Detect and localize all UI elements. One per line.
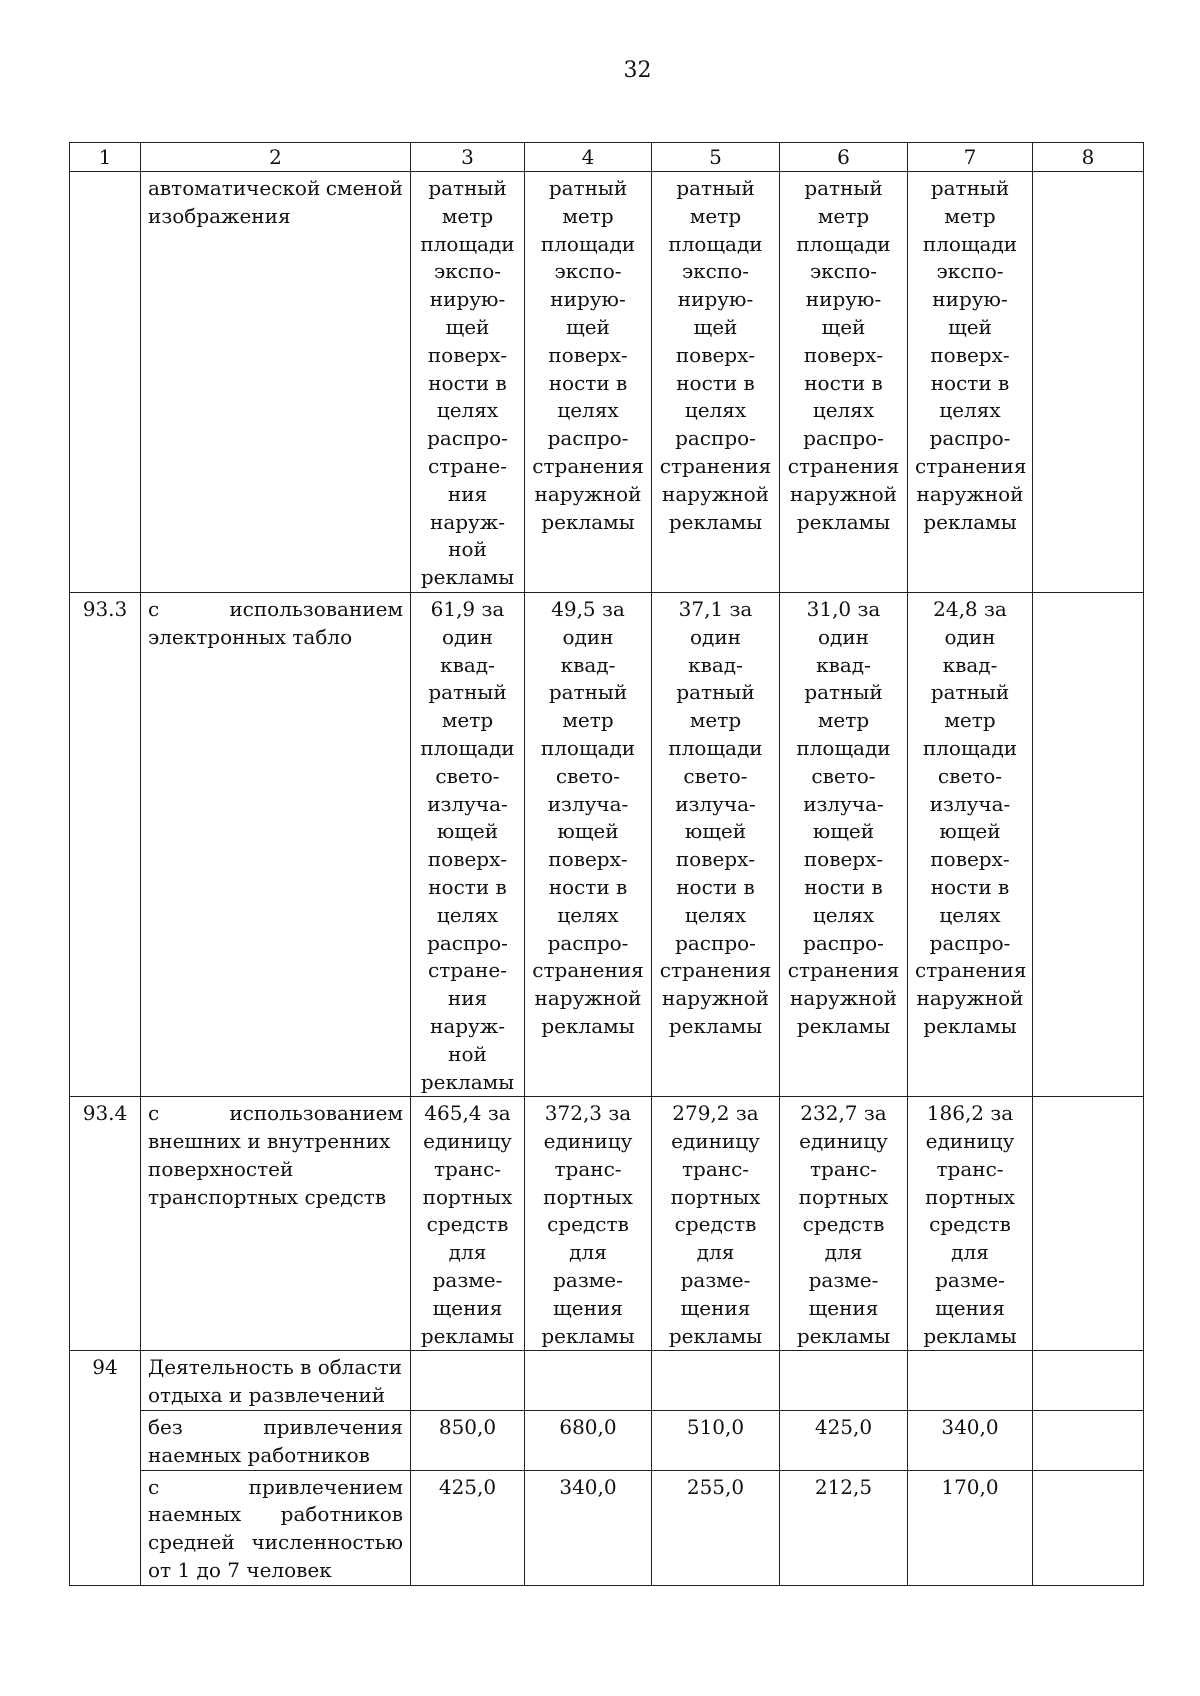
rate-line: квад- <box>688 652 743 677</box>
rate-line: 24,8 за <box>933 596 1007 621</box>
rate-line: странения <box>915 453 1027 478</box>
description-word: работников <box>280 1502 403 1527</box>
rate-line: ности в <box>428 874 507 899</box>
rate-line: единицу <box>543 1129 633 1154</box>
rate-cell <box>908 1411 1033 1471</box>
description-line: Деятельность в области <box>148 1355 403 1380</box>
rate-line: транс- <box>809 1156 878 1181</box>
description-line <box>148 1414 403 1442</box>
description-line <box>148 1474 403 1502</box>
rate-line: наружной <box>534 481 642 506</box>
description-word: использованием <box>229 1101 403 1126</box>
rate-cell <box>780 1351 908 1411</box>
rate-cell <box>780 1470 908 1585</box>
rate-line: ности в <box>548 370 628 395</box>
rate-line: целях <box>557 902 619 927</box>
rate-line: 37,1 за <box>678 596 753 621</box>
rate-line: свето- <box>811 763 876 788</box>
rate-line: ности в <box>804 874 883 899</box>
table-row <box>70 172 1144 593</box>
rate-line: распро- <box>929 426 1011 451</box>
rate-line: портных <box>543 1184 633 1209</box>
rate-line: излуча- <box>803 791 884 816</box>
table-row <box>70 1351 1144 1411</box>
rate-line: рекламы <box>923 1323 1017 1348</box>
rate-line: площади <box>668 735 763 760</box>
rate-line: свето- <box>555 763 621 788</box>
rate-line: странения <box>532 453 644 478</box>
column-8-cell <box>1033 1351 1144 1411</box>
rate-cell <box>652 1351 780 1411</box>
column-number: 8 <box>1033 143 1144 172</box>
rate-line: 510,0 <box>686 1415 745 1440</box>
rate-line: странения <box>787 958 900 983</box>
rate-line: наружной <box>662 986 769 1011</box>
rate-line: рекламы <box>541 1013 635 1038</box>
rate-line: квад- <box>560 652 616 677</box>
rate-cell <box>411 1470 525 1585</box>
rate-line: 49,5 за <box>551 596 625 621</box>
rate-line: площади <box>420 231 515 256</box>
rate-line: свето- <box>683 763 748 788</box>
description-word: численностью <box>251 1530 403 1555</box>
page-number: 32 <box>623 58 652 83</box>
rate-line: площади <box>420 735 515 760</box>
rate-line: 212,5 <box>814 1474 873 1499</box>
rate-line: излуча- <box>675 791 756 816</box>
rate-line: разме- <box>808 1268 879 1293</box>
rate-line: нирую- <box>429 287 506 312</box>
rate-line: наруж- <box>430 1013 505 1038</box>
rate-line: 255,0 <box>686 1474 745 1499</box>
row-description <box>141 592 411 1096</box>
description-line: внешних и внутренних <box>148 1129 391 1154</box>
rate-line: рекламы <box>796 1013 891 1038</box>
row-code: 93.4 <box>70 1097 141 1351</box>
rate-line: целях <box>684 398 747 423</box>
rate-line: единицу <box>799 1129 888 1154</box>
rate-line: площади <box>540 231 636 256</box>
rate-line: для <box>951 1240 989 1265</box>
rate-line: целях <box>436 902 499 927</box>
rate-line: площади <box>796 231 891 256</box>
rate-line: ности в <box>548 874 628 899</box>
rate-line: 372,3 за <box>544 1101 632 1126</box>
rate-line: рекламы <box>796 509 891 534</box>
rate-line: ности в <box>930 874 1010 899</box>
rate-line: портных <box>670 1184 761 1209</box>
row-description <box>141 1470 411 1585</box>
rate-line: распро- <box>675 426 756 451</box>
rate-line: распро- <box>675 930 756 955</box>
rate-line: рекламы <box>420 1069 515 1094</box>
rate-line: нирую- <box>932 287 1008 312</box>
rate-line: ности в <box>676 874 755 899</box>
rate-line: странения <box>659 958 772 983</box>
description-word: привлечением <box>248 1474 403 1499</box>
rate-line: 850,0 <box>438 1415 497 1440</box>
rate-line: метр <box>562 708 614 733</box>
description-word: средней <box>148 1530 235 1555</box>
rate-line: разме- <box>935 1268 1005 1293</box>
rate-line: целях <box>436 398 499 423</box>
rate-line: излуча- <box>427 791 508 816</box>
rate-line: наружной <box>662 481 769 506</box>
rate-cell <box>780 172 908 593</box>
rate-cell <box>525 1411 652 1471</box>
description-word: привлечения <box>263 1415 403 1440</box>
description-line: электронных табло <box>148 624 353 649</box>
rate-line: щей <box>693 314 738 339</box>
rate-cell <box>652 172 780 593</box>
rate-line: поверх- <box>675 847 756 872</box>
rate-line: наруж- <box>430 509 505 534</box>
rate-line: один <box>562 624 614 649</box>
rate-line: транс- <box>681 1156 750 1181</box>
rate-line: рекламы <box>668 1013 763 1038</box>
rate-line: 186,2 за <box>926 1101 1014 1126</box>
rate-line: нирую- <box>805 287 882 312</box>
rate-line: странения <box>915 958 1027 983</box>
rate-line: метр <box>689 708 742 733</box>
rate-line: площади <box>668 231 763 256</box>
rate-cell <box>908 172 1033 593</box>
rate-line: поверх- <box>427 342 508 367</box>
tariff-table <box>69 142 1144 1586</box>
rate-line: средств <box>802 1212 885 1237</box>
rate-line: щей <box>445 314 490 339</box>
column-number: 6 <box>780 143 908 172</box>
table-row <box>70 592 1144 1096</box>
rate-line: рекламы <box>668 1323 763 1348</box>
description-word: наемных <box>148 1502 242 1527</box>
rate-cell <box>525 1351 652 1411</box>
rate-line: странения <box>659 453 772 478</box>
rate-line: рекламы <box>796 1323 891 1348</box>
rate-line: наружной <box>916 986 1024 1011</box>
rate-line: единицу <box>671 1129 760 1154</box>
rate-line: площади <box>796 735 891 760</box>
rate-line: метр <box>944 708 996 733</box>
rate-line: площади <box>540 735 636 760</box>
rate-line: ратный <box>930 176 1010 200</box>
rate-line: распро- <box>547 426 629 451</box>
rate-line: распро- <box>803 426 884 451</box>
rate-line: излуча- <box>929 791 1011 816</box>
column-number: 4 <box>525 143 652 172</box>
table-row <box>70 1470 1144 1585</box>
rate-line: метр <box>441 708 494 733</box>
rate-line: наружной <box>916 481 1024 506</box>
rate-line: 680,0 <box>559 1415 617 1440</box>
row-description <box>141 1411 411 1471</box>
column-8-cell <box>1033 172 1144 593</box>
rate-line: квад- <box>440 652 495 677</box>
rate-line: для <box>569 1240 607 1265</box>
rate-line: рекламы <box>420 565 515 590</box>
rate-line: ющей <box>684 819 747 844</box>
rate-line: ратный <box>428 176 507 200</box>
rate-line: 425,0 <box>814 1415 873 1440</box>
rate-cell <box>908 1470 1033 1585</box>
description-line: наемных работников <box>148 1442 370 1467</box>
rate-cell <box>780 1097 908 1351</box>
rate-line: наружной <box>534 986 642 1011</box>
rate-line: нирую- <box>550 287 626 312</box>
rate-line: 340,0 <box>559 1474 617 1499</box>
rate-line: экспо- <box>433 259 502 284</box>
rate-line: метр <box>689 203 742 228</box>
rate-cell <box>908 1351 1033 1411</box>
rate-line: разме- <box>680 1268 751 1293</box>
rate-line: странения <box>532 958 644 983</box>
rate-line: поверх- <box>803 342 884 367</box>
rate-line: ния <box>447 986 488 1011</box>
rate-line: метр <box>944 203 996 228</box>
rate-cell <box>411 1411 525 1471</box>
rate-cell <box>652 592 780 1096</box>
description-word: сменой <box>325 176 403 200</box>
rate-line: ной <box>448 537 487 562</box>
rate-line: квад- <box>942 652 998 677</box>
rate-line: единицу <box>925 1129 1015 1154</box>
table-row <box>70 1411 1144 1471</box>
rate-line: рекламы <box>668 509 763 534</box>
rate-line: щения <box>935 1295 1005 1320</box>
column-number: 2 <box>141 143 411 172</box>
row-description <box>141 1351 411 1411</box>
rate-line: рекламы <box>923 509 1017 534</box>
rate-line: рекламы <box>923 1013 1017 1038</box>
rate-line: 279,2 за <box>672 1101 759 1126</box>
rate-line: метр <box>562 203 614 228</box>
column-number: 1 <box>70 143 141 172</box>
rate-line: целях <box>684 902 747 927</box>
rate-line: целях <box>812 398 875 423</box>
description-line <box>148 1100 403 1128</box>
rate-line: транс- <box>554 1156 622 1181</box>
rate-line: экспо- <box>681 259 750 284</box>
rate-cell <box>525 1470 652 1585</box>
rate-line: щения <box>432 1295 503 1320</box>
description-word: без <box>148 1415 183 1440</box>
rate-cell <box>652 1411 780 1471</box>
rate-line: экспо- <box>554 259 622 284</box>
rate-line: поверх- <box>675 342 756 367</box>
rate-line: ратный <box>804 176 883 200</box>
rate-line: 340,0 <box>941 1415 999 1440</box>
column-number: 3 <box>411 143 525 172</box>
rate-line: ющей <box>557 819 619 844</box>
rate-line: стране- <box>428 453 507 478</box>
rate-cell <box>411 172 525 593</box>
description-line: отдыха и развлечений <box>148 1383 386 1408</box>
table-row <box>70 1097 1144 1351</box>
rate-line: распро- <box>427 426 508 451</box>
rate-line: средств <box>426 1212 509 1237</box>
rate-line: свето- <box>435 763 500 788</box>
rate-line: ратный <box>676 176 755 200</box>
rate-line: ной <box>448 1041 487 1066</box>
column-number: 7 <box>908 143 1033 172</box>
description-line <box>148 175 403 203</box>
rate-cell <box>525 592 652 1096</box>
rate-line: щей <box>821 314 866 339</box>
rate-cell <box>525 172 652 593</box>
rate-line: один <box>441 624 493 649</box>
rate-line: портных <box>422 1184 513 1209</box>
row-code: 94 <box>70 1351 141 1585</box>
rate-line: 61,9 за <box>430 596 505 621</box>
rate-cell <box>525 1097 652 1351</box>
rate-line: ния <box>447 481 488 506</box>
rate-line: наружной <box>790 481 897 506</box>
rate-cell <box>411 1097 525 1351</box>
rate-line: целях <box>812 902 875 927</box>
rate-line: 170,0 <box>941 1474 999 1499</box>
rate-line: портных <box>798 1184 889 1209</box>
rate-line: разме- <box>553 1268 623 1293</box>
rate-line: распро- <box>803 930 884 955</box>
rate-line: портных <box>925 1184 1015 1209</box>
rate-line: целях <box>939 902 1001 927</box>
rate-line: ратный <box>676 680 755 705</box>
rate-line: щения <box>808 1295 879 1320</box>
rate-line: поверх- <box>427 847 508 872</box>
rate-line: средств <box>929 1212 1011 1237</box>
rate-line: площади <box>922 735 1018 760</box>
column-8-cell <box>1033 592 1144 1096</box>
rate-line: один <box>689 624 741 649</box>
rate-line: ющей <box>812 819 875 844</box>
rate-line: странения <box>787 453 900 478</box>
column-8-cell <box>1033 1097 1144 1351</box>
rate-line: разме- <box>432 1268 503 1293</box>
rate-line: транс- <box>433 1156 502 1181</box>
description-line <box>148 596 403 624</box>
rate-line: поверх- <box>803 847 884 872</box>
rate-line: ности в <box>804 370 883 395</box>
rate-line: поверх- <box>930 342 1010 367</box>
rate-line: средств <box>547 1212 629 1237</box>
rate-line: 465,4 за <box>424 1101 511 1126</box>
rate-line: щения <box>680 1295 751 1320</box>
rate-line: единицу <box>423 1129 512 1154</box>
rate-line: рекламы <box>541 1323 635 1348</box>
rate-line: метр <box>817 203 870 228</box>
rate-line: ности в <box>930 370 1010 395</box>
rate-line: для <box>696 1240 735 1265</box>
rate-line: свето- <box>937 763 1003 788</box>
description-word: с <box>148 596 160 621</box>
rate-line: метр <box>441 203 494 228</box>
rate-line: ратный <box>548 176 628 200</box>
rate-line: один <box>817 624 869 649</box>
rate-line: ратный <box>548 680 628 705</box>
description-line <box>148 1501 403 1529</box>
rate-line: поверх- <box>548 342 628 367</box>
rate-cell <box>908 592 1033 1096</box>
rate-line: распро- <box>427 930 508 955</box>
rate-line: экспо- <box>809 259 878 284</box>
rate-line: 232,7 за <box>800 1101 887 1126</box>
rate-cell <box>652 1470 780 1585</box>
rate-line: распро- <box>929 930 1011 955</box>
rate-line: метр <box>817 708 870 733</box>
rate-line: средств <box>674 1212 757 1237</box>
rate-line: 31,0 за <box>806 596 881 621</box>
description-line: от 1 до 7 человек <box>148 1558 332 1583</box>
rate-line: ющей <box>436 819 499 844</box>
rate-line: один <box>944 624 996 649</box>
column-8-cell <box>1033 1411 1144 1471</box>
column-number-row <box>70 143 1144 172</box>
rate-line: нирую- <box>677 287 754 312</box>
row-description <box>141 1097 411 1351</box>
rate-line: поверх- <box>930 847 1010 872</box>
rate-line: рекламы <box>420 1323 515 1348</box>
description-word: использованием <box>229 596 403 621</box>
rate-line: ности в <box>676 370 755 395</box>
description-word: с <box>148 1474 160 1499</box>
row-code <box>70 172 141 593</box>
description-word: с <box>148 1101 160 1126</box>
description-line: транспортных средств <box>148 1184 387 1209</box>
rate-line: целях <box>939 398 1001 423</box>
rate-cell <box>780 1411 908 1471</box>
rate-cell <box>411 1351 525 1411</box>
rate-line: транс- <box>936 1156 1004 1181</box>
rate-line: 425,0 <box>438 1474 497 1499</box>
rate-line: излуча- <box>547 791 629 816</box>
description-word: автоматической <box>148 176 321 200</box>
description-line <box>148 1529 403 1557</box>
rate-line: для <box>824 1240 863 1265</box>
rate-line: ющей <box>939 819 1001 844</box>
rate-cell <box>411 592 525 1096</box>
row-description <box>141 172 411 593</box>
rate-line: наружной <box>790 986 897 1011</box>
rate-line: ратный <box>428 680 507 705</box>
description-line: поверхностей <box>148 1156 294 1181</box>
description-line: изображения <box>148 203 291 228</box>
rate-cell <box>908 1097 1033 1351</box>
rate-line: целях <box>557 398 619 423</box>
rate-line: стране- <box>428 958 507 983</box>
row-code: 93.3 <box>70 592 141 1096</box>
rate-line: для <box>448 1240 487 1265</box>
rate-line: ратный <box>930 680 1010 705</box>
rate-cell <box>780 592 908 1096</box>
table-body <box>70 172 1144 1586</box>
rate-line: квад- <box>816 652 871 677</box>
rate-line: щей <box>566 314 610 339</box>
column-number: 5 <box>652 143 780 172</box>
rate-line: ности в <box>428 370 507 395</box>
column-8-cell <box>1033 1470 1144 1585</box>
rate-cell <box>652 1097 780 1351</box>
rate-line: щей <box>948 314 992 339</box>
rate-line: экспо- <box>936 259 1004 284</box>
rate-line: рекламы <box>541 509 635 534</box>
rate-line: щения <box>553 1295 623 1320</box>
rate-line: ратный <box>804 680 883 705</box>
rate-line: распро- <box>547 930 629 955</box>
rate-line: поверх- <box>548 847 628 872</box>
rate-line: площади <box>922 231 1018 256</box>
